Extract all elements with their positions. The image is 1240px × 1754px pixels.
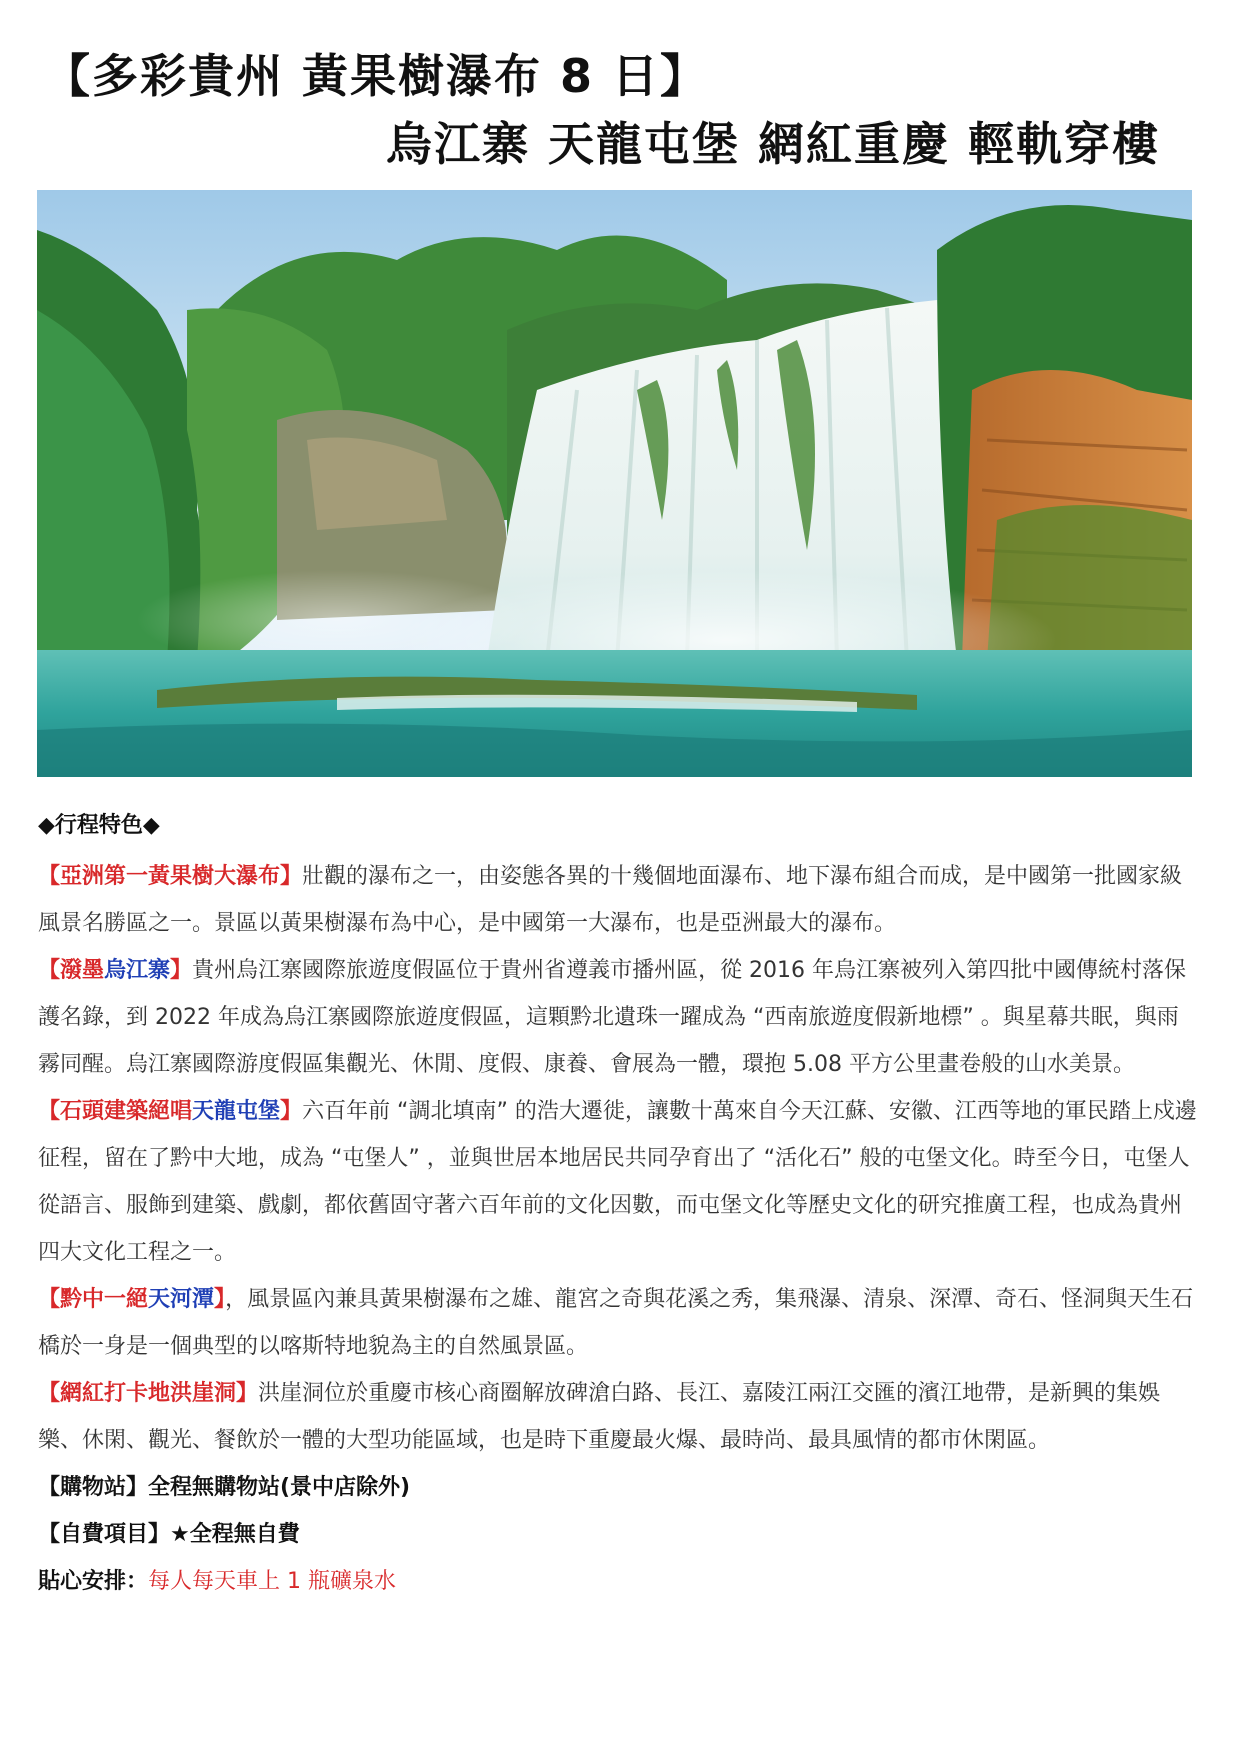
tag-bracket-close: 】	[214, 1287, 226, 1312]
shopping-info: 【購物站】全程無購物站(景中店除外)	[38, 1475, 411, 1500]
feature-item	[38, 1088, 1198, 1276]
feature-tag	[38, 1099, 302, 1124]
tag-red-text: 網紅打卡地洪崖洞	[60, 1381, 237, 1406]
title-line-2: 烏江寨 天龍屯堡 網紅重慶 輕軌穿樓	[386, 117, 1161, 171]
tag-bracket-close: 】	[170, 958, 193, 983]
feature-tag	[38, 1381, 258, 1406]
tag-bracket-open: 【	[38, 864, 61, 889]
tag-red-text: 黔中一絕	[60, 1287, 149, 1312]
tag-bracket-open: 【	[38, 1287, 61, 1312]
feature-tag	[38, 958, 192, 983]
care-info	[38, 1558, 1198, 1605]
tag-red-text: 亞洲第一黃果樹大瀑布	[60, 864, 281, 889]
tag-red-text: 潑墨	[60, 958, 105, 983]
tag-bracket-close: 】	[280, 864, 303, 889]
feature-text: 六百年前 “調北填南” 的浩大遷徙，讓數十萬來自今天江蘇、安徽、江西等地的軍民踏上戍邊征程，留在了黔中大地，成為 “屯堡人” ，並與世居本地居民共同孕育出了 “活化石” 般的屯堡文化。時至今日，屯堡人從語言、服飾到建築、戲劇，都依舊固守著六百年前的文化因數，而屯堡文化等歷史文化的研究推廣工程，也成為貴州四大文化工程之一。	[38, 1099, 1197, 1265]
tag-bracket-open: 【	[38, 958, 61, 983]
feature-item	[38, 1276, 1198, 1370]
title-line-1: 【多彩貴州 黃果樹瀑布 8 日】	[44, 49, 709, 103]
tag-bracket-open: 【	[38, 1381, 61, 1406]
tag-red-text: 石頭建築絕唱	[60, 1099, 193, 1124]
feature-text: 壯觀的瀑布之一，由姿態各異的十幾個地面瀑布、地下瀑布組合而成，是中國第一批國家級風景名勝區之一。景區以黃果樹瀑布為中心，是中國第一大瀑布，也是亞洲最大的瀑布。	[38, 864, 1183, 936]
tag-bracket-open: 【	[38, 1099, 61, 1124]
tag-blue-text: 烏江寨	[104, 958, 171, 983]
feature-text: ，風景區內兼具黃果樹瀑布之雄、龍宮之奇與花溪之秀，集飛瀑、清泉、深潭、奇石、怪洞與天生石橋於一身是一個典型的以喀斯特地貌為主的自然風景區。	[38, 1287, 1194, 1359]
tag-blue-text: 天龍屯堡	[192, 1099, 281, 1124]
optional-items-info: 【自費項目】★全程無自費	[38, 1522, 300, 1547]
waterfall-illustration	[37, 190, 1192, 777]
care-label: 貼心安排：	[38, 1569, 149, 1594]
feature-tag	[38, 1287, 225, 1312]
tag-bracket-close: 】	[280, 1099, 303, 1124]
feature-item	[38, 853, 1198, 947]
feature-item	[38, 947, 1198, 1088]
tag-blue-text: 天河潭	[148, 1287, 215, 1312]
care-value: 每人每天車上 1 瓶礦泉水	[148, 1569, 396, 1594]
tag-bracket-close: 】	[236, 1381, 259, 1406]
features-heading: ◆行程特色◆	[38, 813, 160, 838]
feature-item	[38, 1370, 1198, 1464]
feature-text: 貴州烏江寨國際旅遊度假區位于貴州省遵義市播州區，從 2016 年烏江寨被列入第四批中國傳統村落保護名錄，到 2022 年成為烏江寨國際旅遊度假區，這顆黔北遺珠一躍成為 “西南旅遊度假新地標” 。與星幕共眠，與雨霧同醒。烏江寨國際游度假區集觀光、休閒、度假、康養、會展為一體，環抱 5.08 平方公里畫卷般的山水美景。	[38, 958, 1187, 1077]
features-section	[38, 808, 1198, 1605]
feature-tag	[38, 864, 302, 889]
feature-text: 洪崖洞位於重慶市核心商圈解放碑滄白路、長江、嘉陵江兩江交匯的濱江地帶，是新興的集娛樂、休閑、觀光、餐飲於一體的大型功能區域，也是時下重慶最火爆、最時尚、最具風情的都市休閑區。	[38, 1381, 1161, 1453]
waterfall-photo	[37, 190, 1192, 777]
